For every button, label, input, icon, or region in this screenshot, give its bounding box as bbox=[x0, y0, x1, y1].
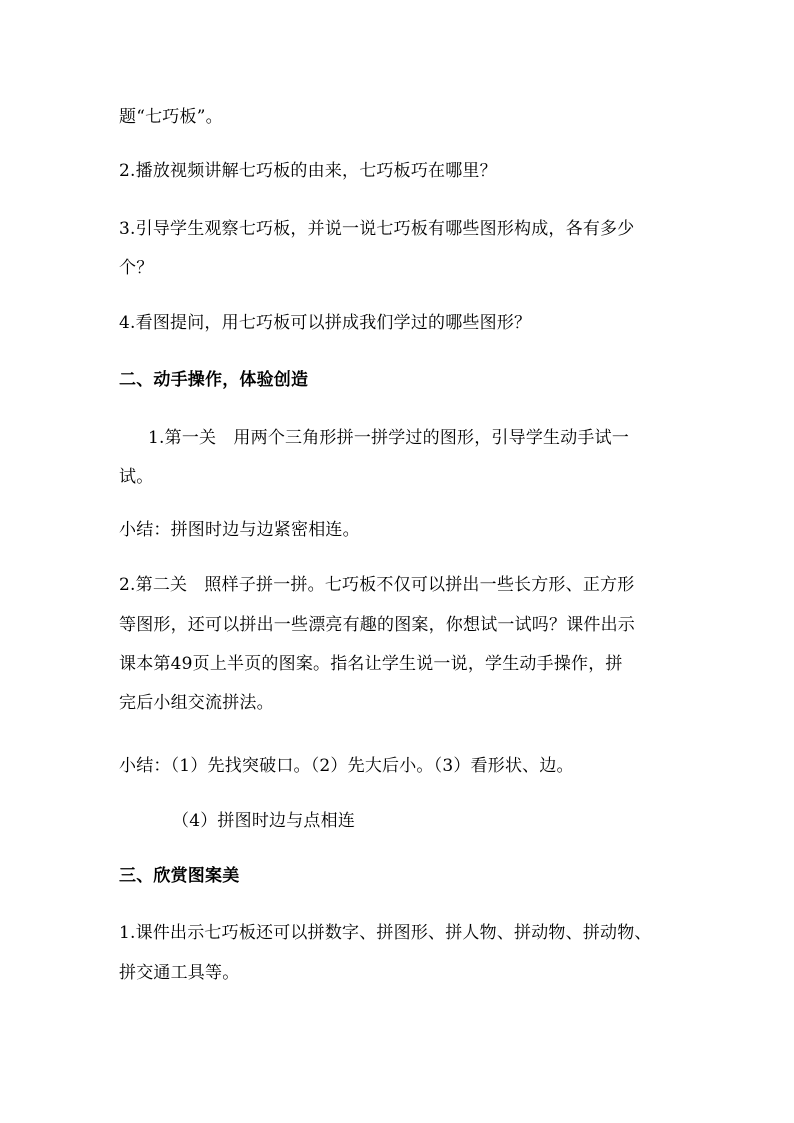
paragraph-line: 拼交通工具等。 bbox=[119, 963, 240, 983]
paragraph-line: 2.第二关 照样子拼一拼。七巧板不仅可以拼出一些长方形、正方形 bbox=[119, 575, 635, 595]
summary-line: 小结：（1）先找突破口。（2）先大后小。（3）看形状、边。 bbox=[119, 756, 574, 776]
paragraph-line: 试。 bbox=[119, 467, 154, 487]
paragraph-line: 1.课件出示七巧板还可以拼数字、拼图形、拼人物、拼动物、拼动物、 bbox=[119, 923, 652, 943]
section-heading: 三、欣赏图案美 bbox=[119, 866, 240, 886]
paragraph-line: 3.引导学生观察七巧板，并说一说七巧板有哪些图形构成，各有多少 bbox=[119, 219, 635, 239]
paragraph-line: 2.播放视频讲解七巧板的由来，七巧板巧在哪里？ bbox=[119, 161, 497, 181]
paragraph-line: 个？ bbox=[119, 258, 154, 278]
paragraph-line: 1.第一关 用两个三角形拼一拼学过的图形，引导学生动手试一 bbox=[148, 428, 630, 448]
section-heading: 二、动手操作，体验创造 bbox=[119, 370, 309, 390]
summary-line: （4）拼图时边与点相连 bbox=[172, 811, 356, 831]
paragraph-line: 题“七巧板”。 bbox=[119, 107, 223, 127]
paragraph-line: 完后小组交流拼法。 bbox=[119, 693, 274, 713]
paragraph-line: 等图形，还可以拼出一些漂亮有趣的图案，你想试一试吗？课件出示 bbox=[119, 615, 635, 635]
paragraph-line: 4.看图提问，用七巧板可以拼成我们学过的哪些图形？ bbox=[119, 313, 532, 333]
paragraph-line: 课本第49页上半页的图案。指名让学生说一说，学生动手操作，拼 bbox=[119, 654, 623, 674]
summary-line: 小结：拼图时边与边紧密相连。 bbox=[119, 520, 360, 540]
